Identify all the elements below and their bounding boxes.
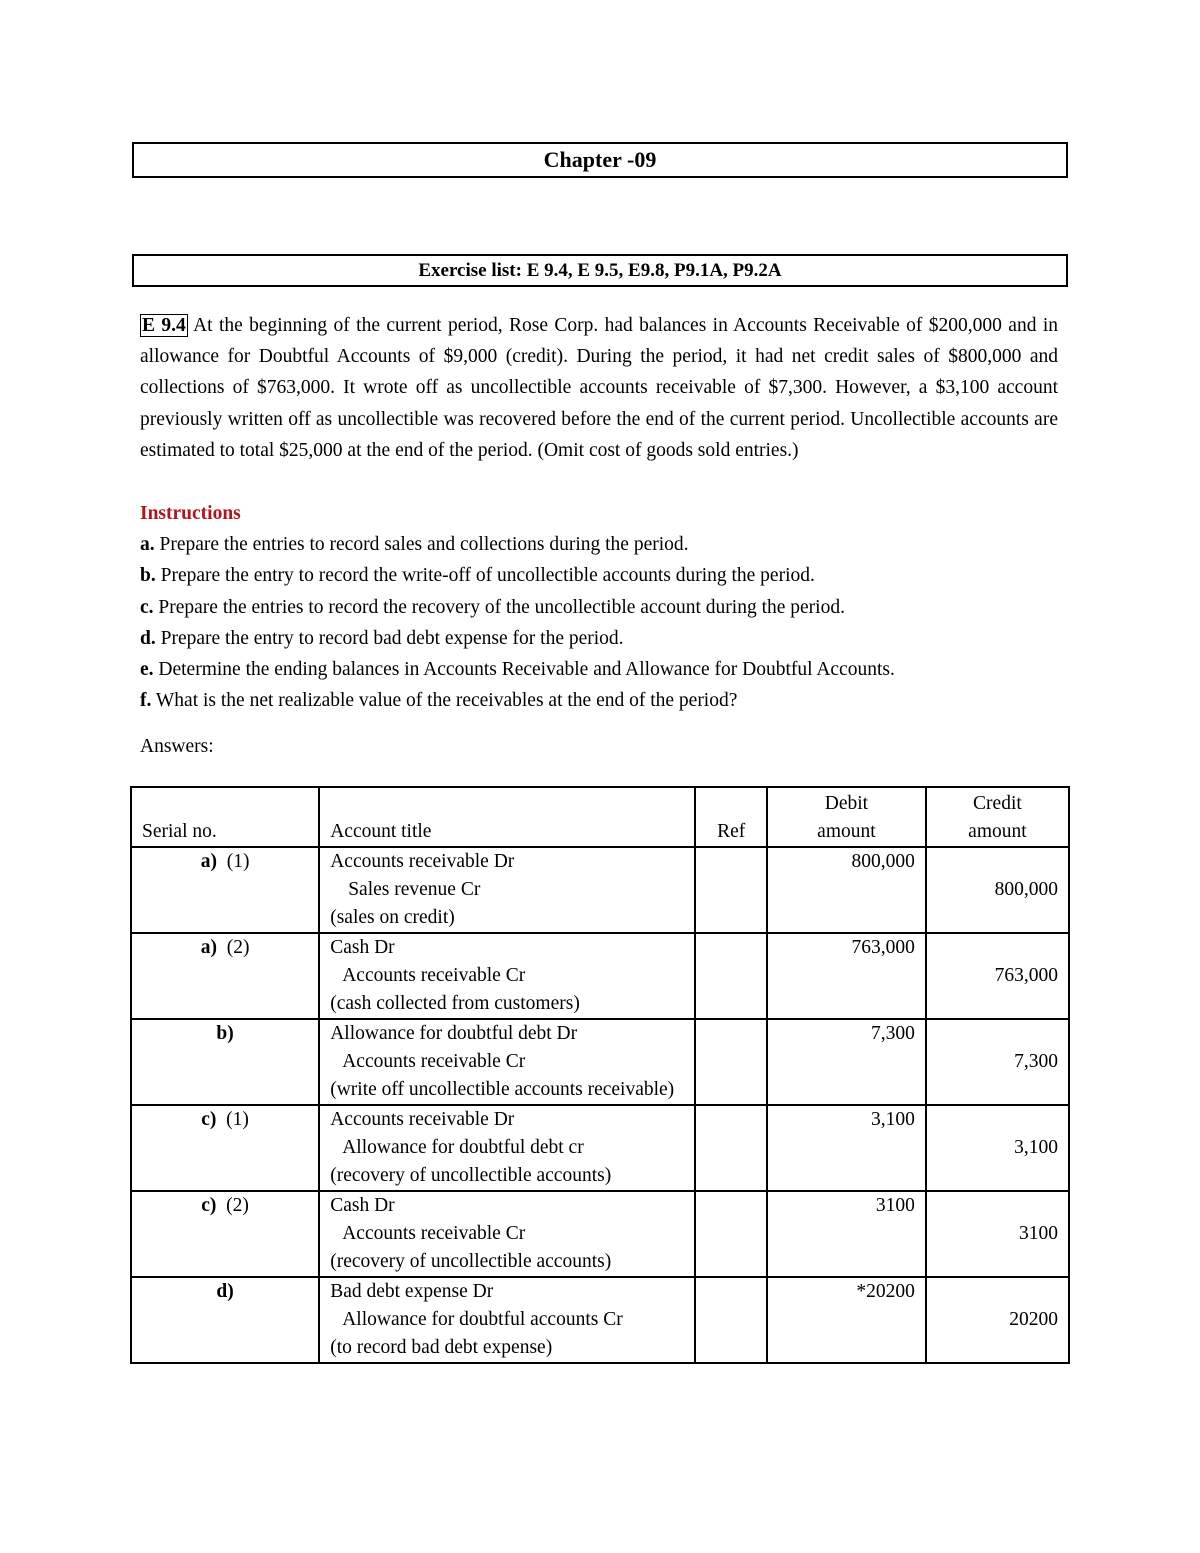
instruction-letter: d. — [140, 627, 156, 649]
account-cell — [319, 1105, 695, 1191]
instruction-item — [140, 654, 895, 685]
ref-cell — [695, 1277, 767, 1363]
instruction-item — [140, 592, 895, 623]
credit-cell: 7,300 — [926, 1019, 1069, 1105]
entry-note: (recovery of uncollectible accounts) — [330, 1165, 612, 1186]
table-row — [131, 1191, 1069, 1277]
ref-cell — [695, 1191, 767, 1277]
credit-cell: 763,000 — [926, 933, 1069, 1019]
instruction-item — [140, 623, 895, 654]
entry-note: (write off uncollectible accounts receivable) — [330, 1079, 675, 1100]
ref-cell — [695, 1019, 767, 1105]
header-serial: Serial no. — [131, 787, 319, 847]
header-account: Account title — [319, 787, 695, 847]
account-cell — [319, 1019, 695, 1105]
instructions-title: Instructions — [140, 503, 241, 524]
debit-cell: 800,000 — [767, 847, 926, 933]
header-credit: Credit amount — [926, 787, 1069, 847]
credit-account: Accounts receivable Cr — [342, 965, 526, 986]
exercise-text: At the beginning of the current period, Rose Corp. had balances in Accounts Receivable of $200,000 and in allowance for Doubtful Accounts of $9,000 (credit). During the period, it had net credit sales of $800,000 and collections of $763,000. It wrote off as uncollectible accounts receivable of $7,300. However, a $3,100 account previously written off as uncollectible was recovered before the end of the current period. Uncollectible accounts are estimated to total $25,000 at the end of the period. (Omit cost of goods sold entries.) — [140, 315, 1058, 461]
debit-cell: 3,100 — [767, 1105, 926, 1191]
table-header-row — [131, 787, 1069, 847]
table-row — [131, 1105, 1069, 1191]
instruction-text: Prepare the entries to record the recovery of the uncollectible account during the period. — [158, 596, 845, 618]
account-cell — [319, 1191, 695, 1277]
answers-label: Answers: — [140, 736, 214, 757]
exercise-tag: E 9.4 — [142, 315, 186, 336]
instruction-item — [140, 560, 895, 591]
instruction-text: Prepare the entry to record bad debt expense for the period. — [160, 627, 624, 649]
debit-account: Cash Dr — [330, 937, 395, 958]
credit-cell: 3100 — [926, 1191, 1069, 1277]
credit-account: Allowance for doubtful debt cr — [342, 1137, 584, 1158]
serial-cell: c) (2) — [131, 1191, 319, 1277]
instruction-letter: b. — [140, 565, 156, 587]
credit-cell: 20200 — [926, 1277, 1069, 1363]
account-cell — [319, 933, 695, 1019]
instruction-item — [140, 529, 895, 560]
instruction-text: Determine the ending balances in Accounts Receivable and Allowance for Doubtful Accounts. — [158, 659, 895, 681]
instruction-item — [140, 685, 895, 716]
ref-cell — [695, 933, 767, 1019]
table-row — [131, 847, 1069, 933]
header-ref: Ref — [695, 787, 767, 847]
debit-cell: *20200 — [767, 1277, 926, 1363]
serial-cell: b) — [131, 1019, 319, 1105]
table-row — [131, 1277, 1069, 1363]
debit-account: Allowance for doubtful debt Dr — [330, 1023, 578, 1044]
entry-note: (recovery of uncollectible accounts) — [330, 1251, 612, 1272]
table-row — [131, 933, 1069, 1019]
debit-account: Accounts receivable Dr — [330, 1109, 515, 1130]
debit-cell: 3100 — [767, 1191, 926, 1277]
instruction-letter: e. — [140, 659, 154, 681]
account-cell — [319, 847, 695, 933]
ref-cell — [695, 847, 767, 933]
account-cell — [319, 1277, 695, 1363]
instruction-letter: f. — [140, 690, 152, 712]
debit-account: Cash Dr — [330, 1195, 395, 1216]
credit-account: Allowance for doubtful accounts Cr — [342, 1309, 623, 1330]
credit-account: Accounts receivable Cr — [342, 1051, 526, 1072]
instruction-text: Prepare the entry to record the write-off of uncollectible accounts during the period. — [160, 565, 815, 587]
debit-account: Accounts receivable Dr — [330, 851, 515, 872]
chapter-title: Chapter -09 — [543, 147, 657, 172]
exercise-paragraph — [140, 310, 1058, 466]
header-debit: Debit amount — [767, 787, 926, 847]
table-row — [131, 1019, 1069, 1105]
instruction-letter: c. — [140, 596, 154, 618]
instruction-text: What is the net realizable value of the receivables at the end of the period? — [155, 690, 738, 712]
credit-cell: 3,100 — [926, 1105, 1069, 1191]
instruction-letter: a. — [140, 534, 155, 556]
debit-cell: 763,000 — [767, 933, 926, 1019]
instruction-text: Prepare the entries to record sales and collections during the period. — [159, 534, 689, 556]
serial-cell: d) — [131, 1277, 319, 1363]
debit-cell: 7,300 — [767, 1019, 926, 1105]
serial-cell: c) (1) — [131, 1105, 319, 1191]
serial-cell: a) (2) — [131, 933, 319, 1019]
ref-cell — [695, 1105, 767, 1191]
instructions-block — [140, 498, 895, 716]
exercise-list: Exercise list: E 9.4, E 9.5, E9.8, P9.1A, P9.2A — [418, 260, 782, 281]
entry-note: (to record bad debt expense) — [330, 1337, 553, 1358]
credit-account: Accounts receivable Cr — [342, 1223, 526, 1244]
exercise-list-box — [132, 254, 1068, 287]
debit-account: Bad debt expense Dr — [330, 1281, 494, 1302]
credit-account: Sales revenue Cr — [348, 879, 481, 900]
chapter-title-box — [132, 142, 1068, 178]
credit-cell: 800,000 — [926, 847, 1069, 933]
journal-table — [130, 786, 1070, 1364]
entry-note: (sales on credit) — [330, 907, 455, 928]
entry-note: (cash collected from customers) — [330, 993, 580, 1014]
serial-cell: a) (1) — [131, 847, 319, 933]
